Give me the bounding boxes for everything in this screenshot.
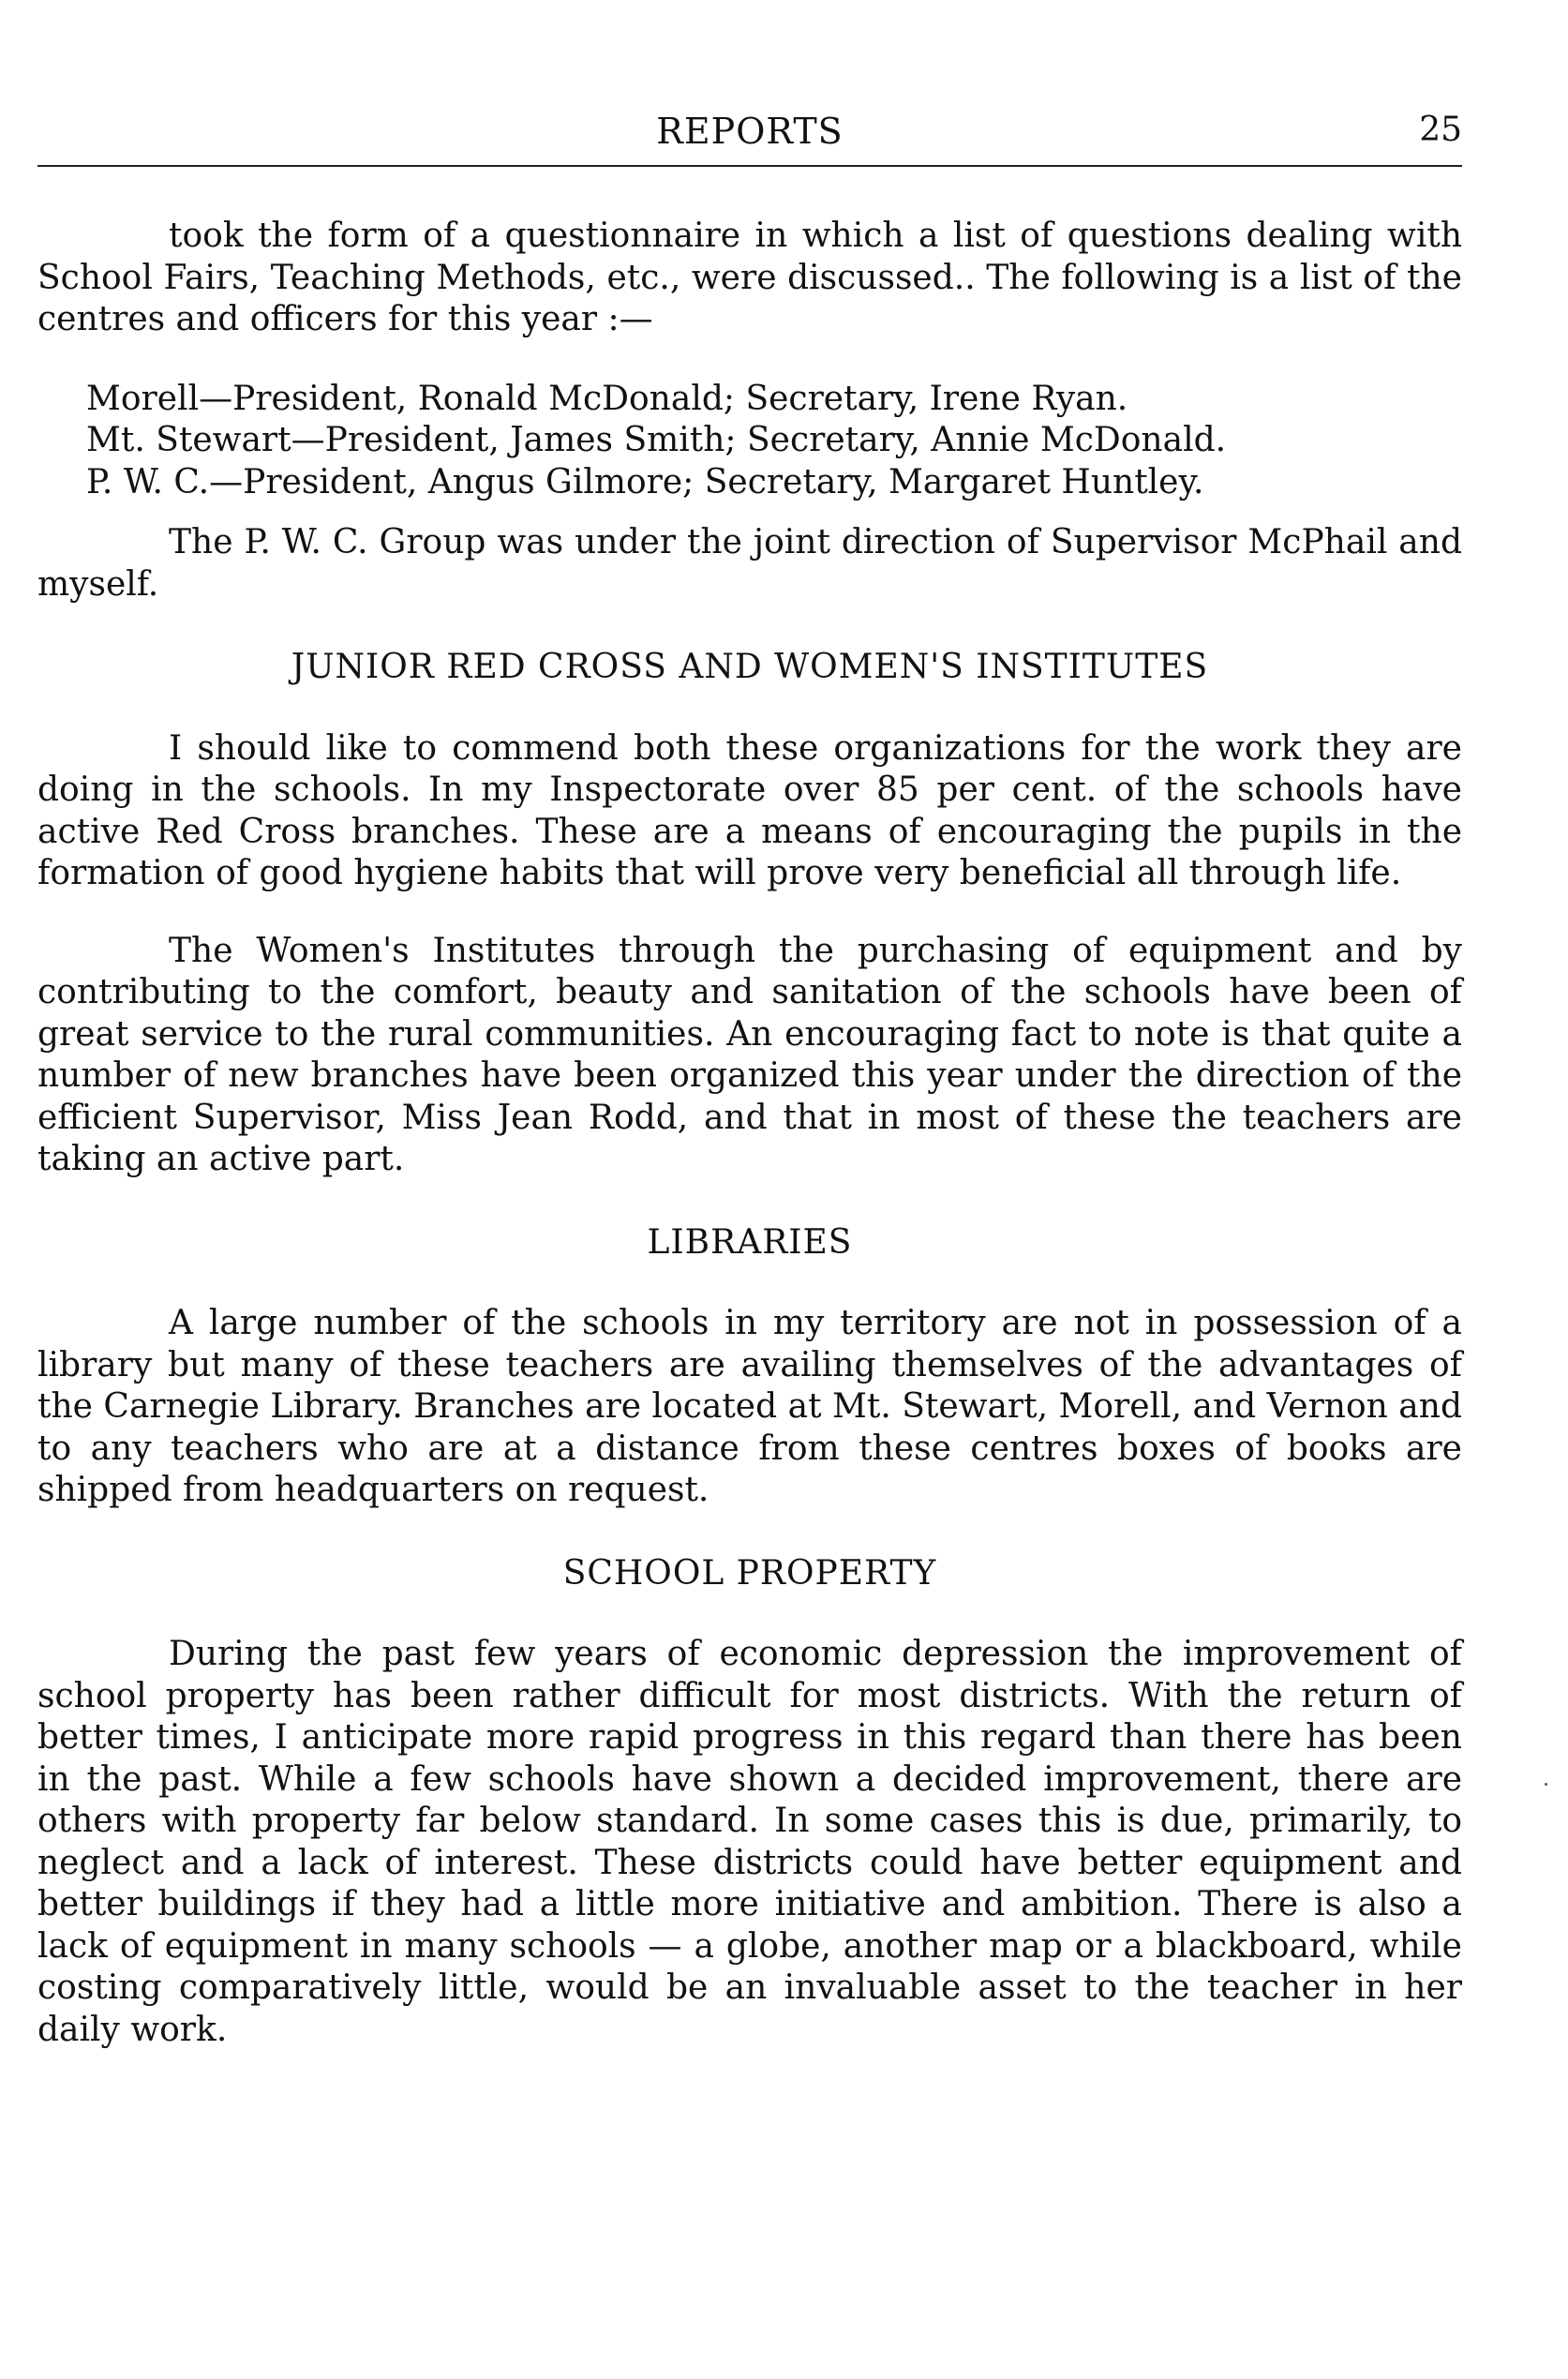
red-cross-paragraph: I should like to commend both these organizations for the work they are doing in the schools. In my Inspectorate over 85 per cent. of the schools have active Red Cross branches. These are a means of encouraging the pupils in the formation of good hygiene habits that will prove very beneficial all through life. — [37, 728, 1462, 892]
officer-line-mt-stewart: Mt. Stewart—President, James Smith; Secretary, Annie McDonald. — [86, 421, 1227, 459]
womens-institutes-paragraph: The Women's Institutes through the purchasing of equipment and by contributing to the comfort, beauty and sanitation of the schools have been of great service to the rural communities. An encouraging fact to note is that quite a number of new branches have been organized this year under the direction of the efficient Supervisor, Miss Jean Rodd, and that in most of these the teachers are taking an active part. — [37, 931, 1462, 1178]
body-text — [37, 216, 1462, 2051]
page-number: 25 — [1419, 111, 1462, 149]
intro-paragraph: took the form of a questionnaire in which a list of questions dealing with School Fairs, Teaching Methods, etc., were discussed.. The following is a list of the centres and officers for this year :— — [37, 217, 1462, 338]
document-page — [37, 103, 1462, 2051]
running-head: REPORTS — [656, 111, 844, 152]
school-property-paragraph: During the past few years of economic depression the improvement of school property has been rather difficult for most districts. With the return of better times, I anticipate more rapid progress in this regard than there has been in the past. While a few schools have shown a decided improvement, there are others with property far below standard. In some cases this is due, primarily, to neglect and a lack of interest. These districts could have better equipment and better buildings if they had a little more initiative and ambition. There is also a lack of equipment in many schools — a globe, another map or a blackboard, while costing comparatively little, would be an invaluable asset to the teacher in her daily work. — [37, 1635, 1462, 2049]
section-heading-school-property: SCHOOL PROPERTY — [562, 1553, 937, 1593]
page-header — [37, 103, 1462, 167]
section-heading-libraries: LIBRARIES — [647, 1222, 853, 1262]
officer-line-morell: Morell—President, Ronald McDonald; Secretary, Irene Ryan. — [86, 379, 1128, 418]
officers-list — [37, 379, 1462, 504]
scan-speck — [1545, 1783, 1547, 1786]
section-heading-red-cross: JUNIOR RED CROSS AND WOMEN'S INSTITUTES — [291, 648, 1209, 686]
pwc-group-paragraph: The P. W. C. Group was under the joint direction of Supervisor McPhail and myself. — [37, 523, 1462, 604]
officer-line-pwc: P. W. C.—President, Angus Gilmore; Secretary, Margaret Huntley. — [86, 462, 1204, 501]
libraries-paragraph: A large number of the schools in my territory are not in possession of a library but many of these teachers are availing themselves of the advantages of the Carnegie Library. Branches are located at Mt. Stewart, Morell, and Vernon and to any teachers who are at a distance from these centres boxes of books are shipped from headquarters on request. — [37, 1304, 1462, 1509]
